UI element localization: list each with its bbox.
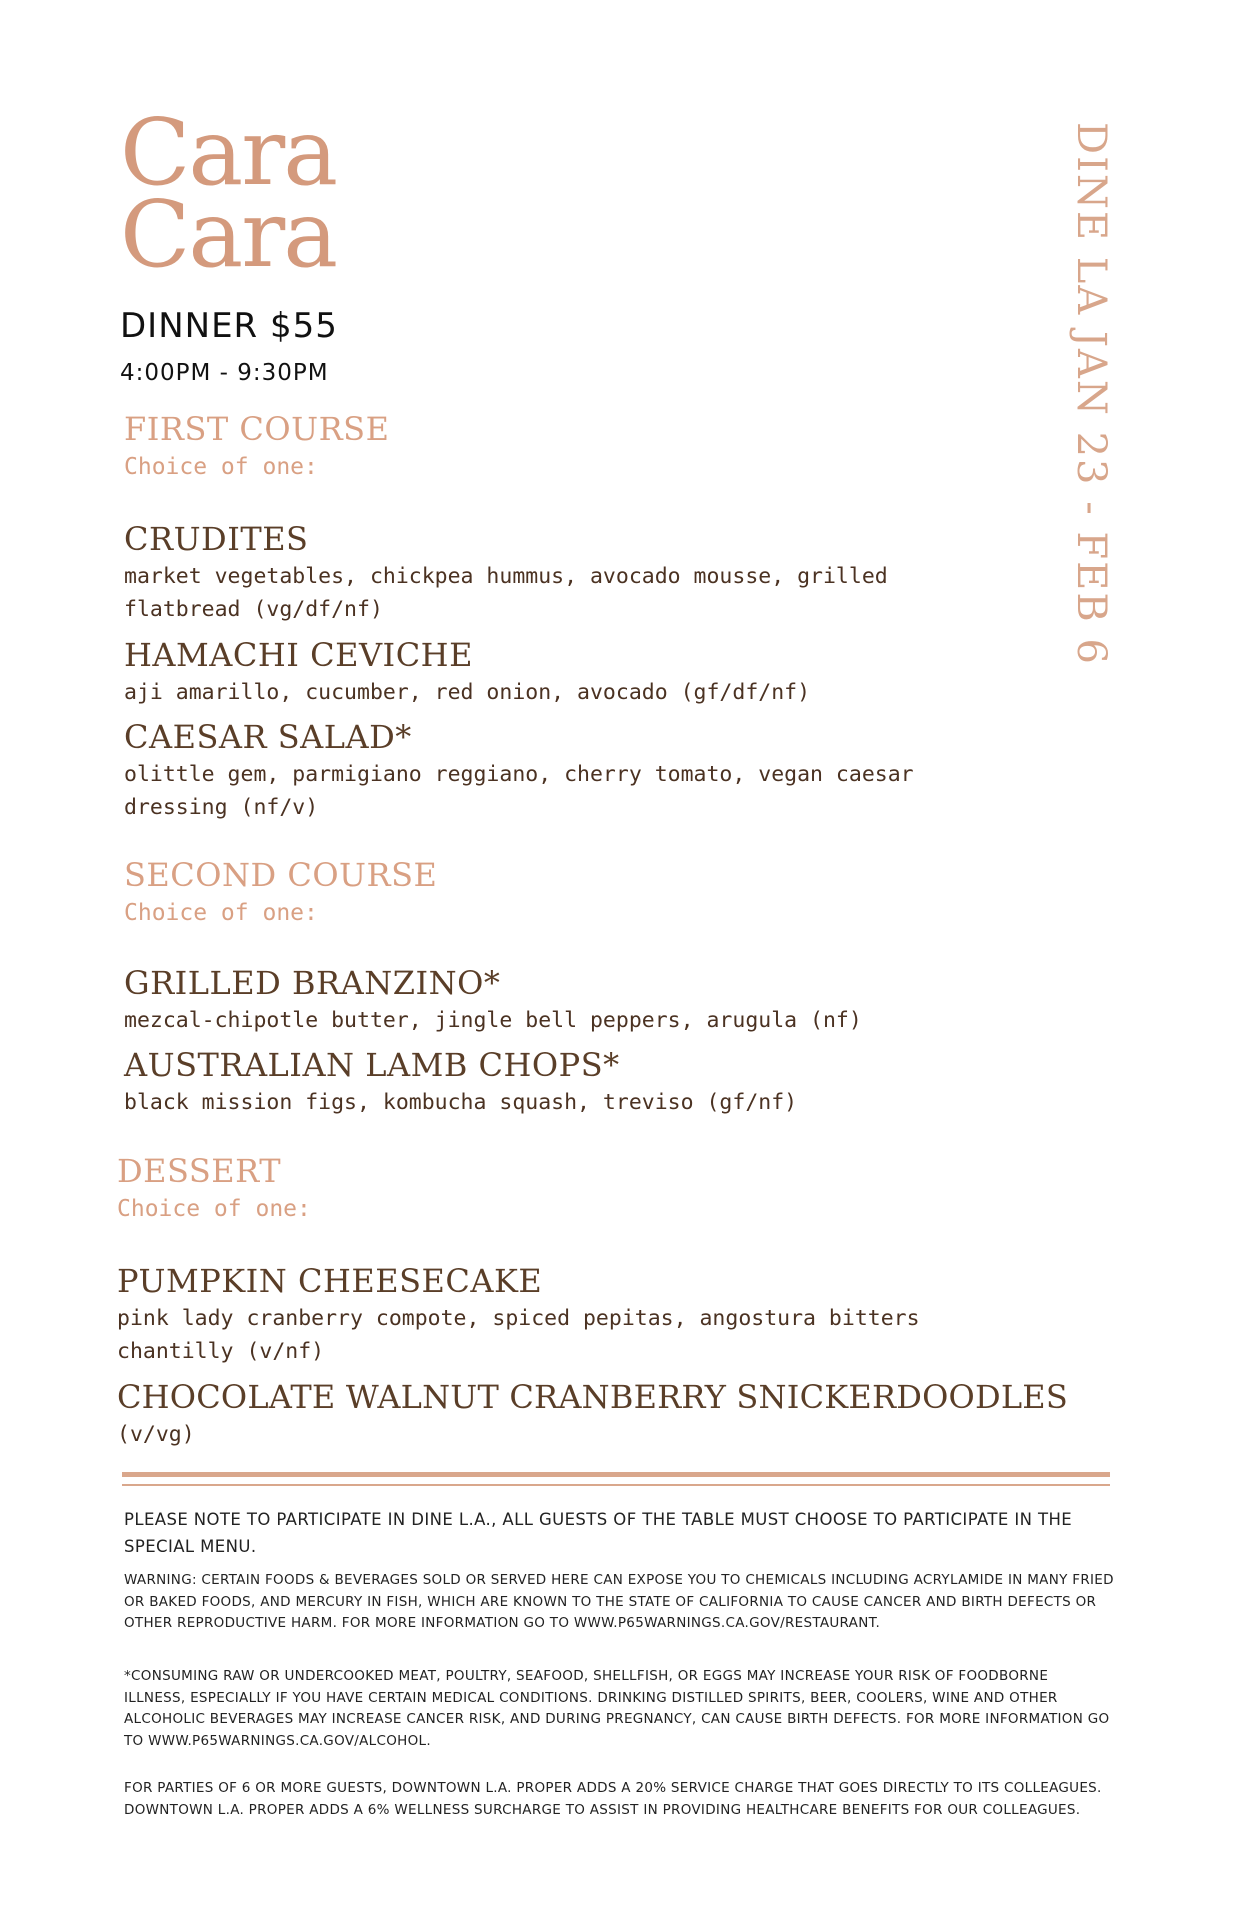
dish-name: HAMACHI CEVICHE [124, 636, 473, 674]
dish-name: AUSTRALIAN LAMB CHOPS* [124, 1046, 620, 1084]
dish-description [124, 1004, 1004, 1037]
dish-description [124, 1086, 1004, 1119]
raw-food-warning: *CONSUMING RAW OR UNDERCOOKED MEAT, POULTRY, SEAFOOD, SHELLFISH, OR EGGS MAY INCREASE YOUR RISK OF FOODBORNE ILLNESS, ESPECIALLY IF YOU HAVE CERTAIN MEDICAL CONDITIONS. DRINKING DISTILLED SPIRITS, BEER, COOLERS, WINE AND OTHER ALCOHOLIC BEVERAGES MAY INCREASE CANCER RISK, AND DURING PREGNANCY, CAN CAUSE BIRTH DEFECTS. FOR MORE INFORMATION GO TO WWW.P65WARNINGS.CA.GOV/ALCOHOL. [124, 1668, 1110, 1749]
dish-description-line: flatbread (vg/df/nf) [124, 597, 383, 622]
dish-name: PUMPKIN CHEESECAKE [117, 1262, 543, 1300]
brand-line-1: Cara [120, 99, 337, 206]
dish-description-line: mezcal-chipotle butter, jingle bell peppers, arugula (nf) [124, 1008, 862, 1033]
brand-line-2: Cara [120, 181, 337, 288]
course-title-dessert: DESSERT [117, 1152, 282, 1190]
dish-name: GRILLED BRANZINO* [124, 964, 501, 1002]
dish-description-line: pink lady cranberry compote, spiced pepitas, angostura bitters [117, 1306, 920, 1331]
dinner-hours: 4:00PM - 9:30PM [120, 360, 329, 386]
dish-description-line: olittle gem, parmigiano reggiano, cherry tomato, vegan caesar [124, 762, 914, 787]
dish-name: CAESAR SALAD* [124, 718, 412, 756]
dish-description-line: black mission figs, kombucha squash, treviso (gf/nf) [124, 1090, 798, 1115]
divider-thin [122, 1484, 1110, 1486]
service-charge-note: FOR PARTIES OF 6 OR MORE GUESTS, DOWNTOWN L.A. PROPER ADDS A 20% SERVICE CHARGE THAT GOES DIRECTLY TO ITS COLLEAGUES. DOWNTOWN L.A. PROPER ADDS A 6% WELLNESS SURCHARGE TO ASSIST IN PROVIDING HEALTHCARE BENEFITS FOR OUR COLLEAGUES. [124, 1780, 1102, 1818]
course-choice-dessert: Choice of one: [117, 1196, 311, 1222]
participation-note: PLEASE NOTE TO PARTICIPATE IN DINE L.A., ALL GUESTS OF THE TABLE MUST CHOOSE TO PARTICIPATE IN THE SPECIAL MENU. [124, 1510, 1073, 1556]
dish-description-line: (v/vg) [117, 1422, 195, 1447]
dine-la-dates: DINE LA JAN 23 - FEB 6 [1068, 122, 1114, 666]
dish-description-line: market vegetables, chickpea hummus, avocado mousse, grilled [124, 564, 888, 589]
dish-description-line: dressing (nf/v) [124, 795, 319, 820]
divider-thick [122, 1472, 1110, 1477]
course-choice-first: Choice of one: [124, 454, 318, 480]
dish-description [124, 676, 1004, 709]
course-choice-second: Choice of one: [124, 900, 318, 926]
dinner-price: DINNER $55 [120, 306, 338, 346]
prop65-warning: WARNING: CERTAIN FOODS & BEVERAGES SOLD OR SERVED HERE CAN EXPOSE YOU TO CHEMICALS INCLUDING ACRYLAMIDE IN MANY FRIED OR BAKED FOODS, AND MERCURY IN FISH, WHICH ARE KNOWN TO THE STATE OF CALIFORNIA TO CAUSE CANCER AND BIRTH DEFECTS OR OTHER REPRODUCTIVE HARM. FOR MORE INFORMATION GO TO WWW.P65WARNINGS.CA.GOV/RESTAURANT. [124, 1572, 1114, 1631]
dish-description [117, 1418, 997, 1451]
dish-description-line: aji amarillo, cucumber, red onion, avocado (gf/df/nf) [124, 680, 811, 705]
restaurant-logo [120, 99, 337, 288]
dish-description-line: chantilly (v/nf) [117, 1339, 325, 1364]
dish-name: CHOCOLATE WALNUT CRANBERRY SNICKERDOODLES [117, 1378, 1068, 1416]
course-title-second: SECOND COURSE [124, 856, 438, 894]
dish-description [124, 758, 1004, 824]
course-title-first: FIRST COURSE [124, 410, 390, 448]
dish-description [124, 560, 1004, 626]
dish-name: CRUDITES [124, 520, 309, 558]
dish-description [117, 1302, 997, 1368]
